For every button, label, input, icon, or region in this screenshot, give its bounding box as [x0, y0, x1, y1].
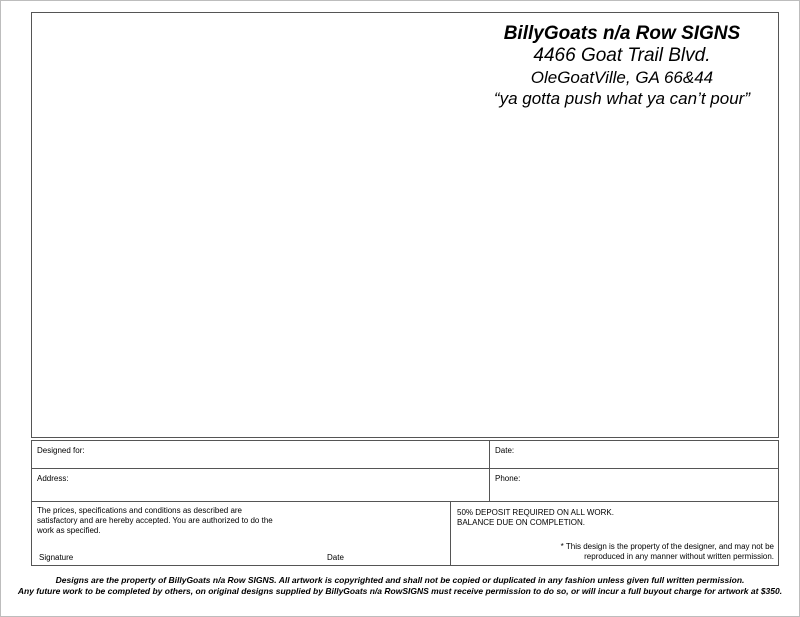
footer-line-1: Designs are the property of BillyGoats n/a Row SIGNS. All artwork is copyrighted and shall not be copied or duplicated in any fashion unless given full written permission.	[55, 575, 745, 585]
deposit-section	[451, 502, 778, 565]
address-field[interactable]	[32, 469, 490, 502]
signature-label: Signature	[39, 553, 74, 562]
company-header	[494, 23, 750, 109]
footer-line-2: Any future work to be completed by others, on original designs supplied by BillyGoats n/a RowSIGNS must receive permission to do so, or will incur a full buyout charge for artwork at $350.	[17, 586, 783, 596]
copyright-footer	[0, 575, 800, 597]
company-city: OleGoatVille, GA 66&44	[530, 68, 714, 87]
company-motto: “ya gotta push what ya can’t pour”	[493, 89, 750, 108]
company-name: BillyGoats n/a Row SIGNS	[503, 23, 741, 44]
signature-date-label: Date	[327, 553, 344, 562]
date-field[interactable]	[490, 441, 778, 469]
order-form	[31, 440, 779, 566]
acceptance-terms: The prices, specifications and conditions as described are satisfactory and are hereby accepted. You are authorized to do the work as specified.	[37, 506, 273, 535]
acceptance-section	[32, 502, 451, 565]
address-label: Address:	[37, 474, 69, 483]
phone-field[interactable]	[490, 469, 778, 502]
designed-for-label: Designed for:	[37, 446, 85, 455]
artwork-area	[31, 12, 779, 438]
property-note: * This design is the property of the designer, and may not be reproduced in any manner without written permission.	[560, 542, 774, 561]
designed-for-field[interactable]	[32, 441, 490, 469]
date-label: Date:	[495, 446, 515, 455]
phone-label: Phone:	[495, 474, 521, 483]
company-street: 4466 Goat Trail Blvd.	[533, 45, 711, 66]
deposit-notice: 50% DEPOSIT REQUIRED ON ALL WORK. BALANCE DUE ON COMPLETION.	[457, 508, 614, 527]
